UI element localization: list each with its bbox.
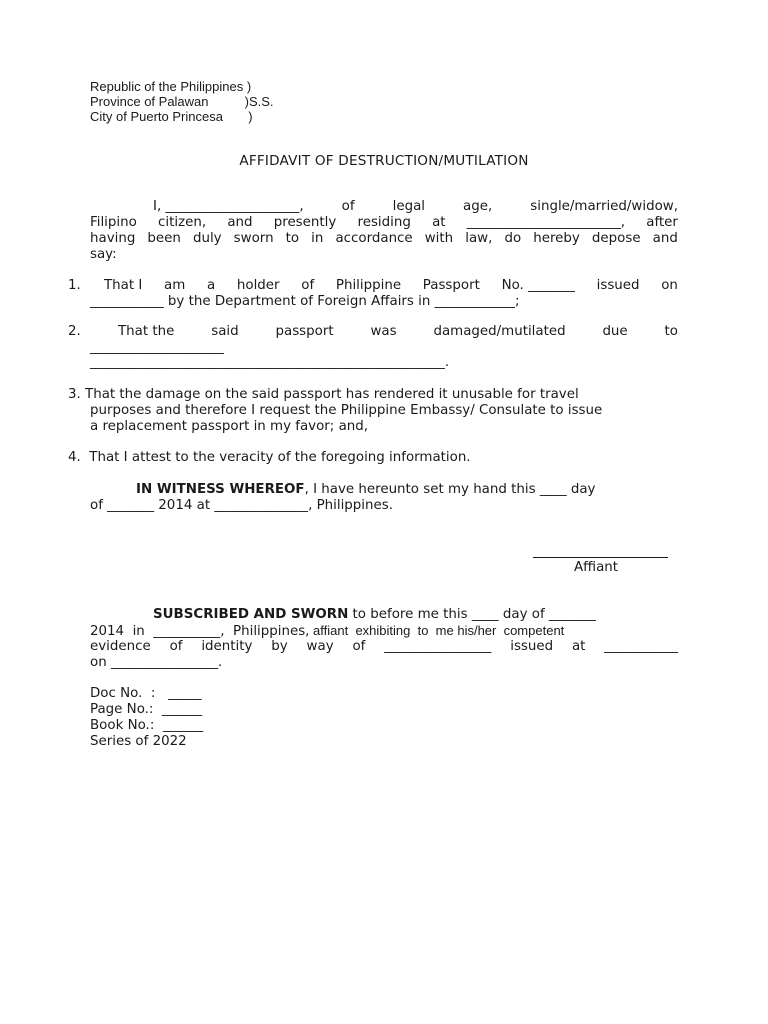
item-1-word: issued (596, 278, 640, 293)
jurat-word: of (169, 639, 183, 654)
item-2-line-1 (118, 324, 678, 340)
series-year: Series of 2022 (90, 734, 187, 749)
intro-word: citizen, (158, 215, 207, 230)
intro-word: and (227, 215, 253, 230)
intro-word: law, (465, 231, 493, 246)
item-2-line-3: _____________________________________________________. (90, 355, 450, 370)
item-1-word: That I (104, 278, 143, 293)
item-1-word: of (301, 278, 315, 293)
jurat-line-1 (153, 607, 596, 623)
intro-word: do (504, 231, 522, 246)
intro-word: presently (273, 215, 337, 230)
witness-line-1 (136, 482, 595, 498)
jurat-line-2a: 2014 in __________, Philippines, (90, 624, 310, 639)
jurat-word: evidence (90, 639, 151, 654)
intro-word: after (646, 215, 678, 230)
intro-line-3 (90, 231, 678, 247)
item-3-line-3: a replacement passport in my favor; and, (90, 419, 369, 434)
item-2-word: said (211, 324, 239, 339)
intro-word: hereby (533, 231, 580, 246)
page-no: Page No.: ______ (90, 702, 203, 717)
jurat-line-4: on ________________. (90, 655, 223, 670)
item-1-word: on (661, 278, 678, 293)
intro-word: at (432, 215, 446, 230)
jurat-line-3 (90, 639, 678, 655)
intro-word: I, ____________________, (153, 199, 304, 214)
item-1-line-1 (104, 278, 678, 294)
affiant-label: Affiant (574, 560, 619, 575)
intro-word: to (285, 231, 300, 246)
intro-word: Filipino (90, 215, 137, 230)
item-2-word: due (602, 324, 628, 339)
intro-word: single/married/widow, (530, 199, 678, 214)
book-no: Book No.: ______ (90, 718, 204, 733)
item-1-word: holder (236, 278, 280, 293)
affiant-signature-line (533, 557, 668, 558)
intro-line-2 (90, 215, 678, 231)
jurat-word: at (571, 639, 586, 654)
jurat-word: identity (201, 639, 253, 654)
item-1-word: am (164, 278, 186, 293)
item-1-word: No. _______ (501, 278, 575, 293)
witness-rest: , I have hereunto set my hand this ____ day (304, 482, 596, 497)
jurat-line-2b: affiant exhibiting to me his/her competent (309, 623, 565, 638)
witness-line-2: of _______ 2014 at ______________, Philippines. (90, 498, 393, 513)
item-1-word: Philippine (335, 278, 402, 293)
document-title: AFFIDAVIT OF DESTRUCTION/MUTILATION (239, 153, 529, 169)
item-4-line: 4. That I attest to the veracity of the foregoing information. (68, 450, 471, 465)
item-2-word: damaged/mutilated (433, 324, 566, 339)
jurat-word: ___________ (604, 639, 678, 654)
intro-word: with (424, 231, 454, 246)
intro-word: depose (591, 231, 641, 246)
jurat-word: issued (510, 639, 554, 654)
intro-word: legal (392, 199, 425, 214)
item-2-word: was (370, 324, 397, 339)
witness-lead: IN WITNESS WHEREOF (136, 482, 305, 497)
jurat-line-2 (90, 623, 564, 640)
intro-word: in (311, 231, 324, 246)
item-1-line-2: ___________ by the Department of Foreign Affairs in ____________; (90, 294, 520, 309)
item-1-number: 1. (68, 278, 81, 293)
intro-word: and (652, 231, 678, 246)
intro-word: been (147, 231, 181, 246)
jurat-word: of (352, 639, 366, 654)
intro-word: age, (463, 199, 493, 214)
jurat-lead: SUBSCRIBED AND SWORN (153, 607, 349, 622)
venue-province: Province of Palawan )S.S. (90, 94, 274, 109)
intro-word: residing (357, 215, 411, 230)
intro-word: of (341, 199, 355, 214)
item-2-line-2: ____________________ (90, 340, 224, 355)
jurat-word: ________________ (384, 639, 492, 654)
intro-word: duly (192, 231, 222, 246)
item-2-number: 2. (68, 324, 81, 339)
intro-word: sworn (233, 231, 274, 246)
intro-line-4: say: (90, 247, 117, 262)
jurat-word: way (306, 639, 334, 654)
item-2-word: That the (118, 324, 175, 339)
item-2-word: passport (275, 324, 334, 339)
item-1-word: a (206, 278, 216, 293)
jurat-rest: to before me this ____ day of _______ (348, 607, 596, 622)
intro-word: _______________________, (466, 215, 626, 230)
venue-city: City of Puerto Princesa ) (90, 109, 253, 124)
intro-line-1 (153, 199, 678, 215)
item-3-line-2: purposes and therefore I request the Philippine Embassy/ Consulate to issue (90, 403, 603, 418)
item-2-word: to (664, 324, 678, 339)
doc-no: Doc No. : _____ (90, 686, 202, 701)
intro-word: accordance (335, 231, 413, 246)
intro-word: having (90, 231, 136, 246)
item-1-word: Passport (422, 278, 480, 293)
item-3-line-1: 3. That the damage on the said passport has rendered it unusable for travel (68, 387, 579, 402)
jurat-word: by (271, 639, 288, 654)
venue-country: Republic of the Philippines ) (90, 79, 252, 94)
